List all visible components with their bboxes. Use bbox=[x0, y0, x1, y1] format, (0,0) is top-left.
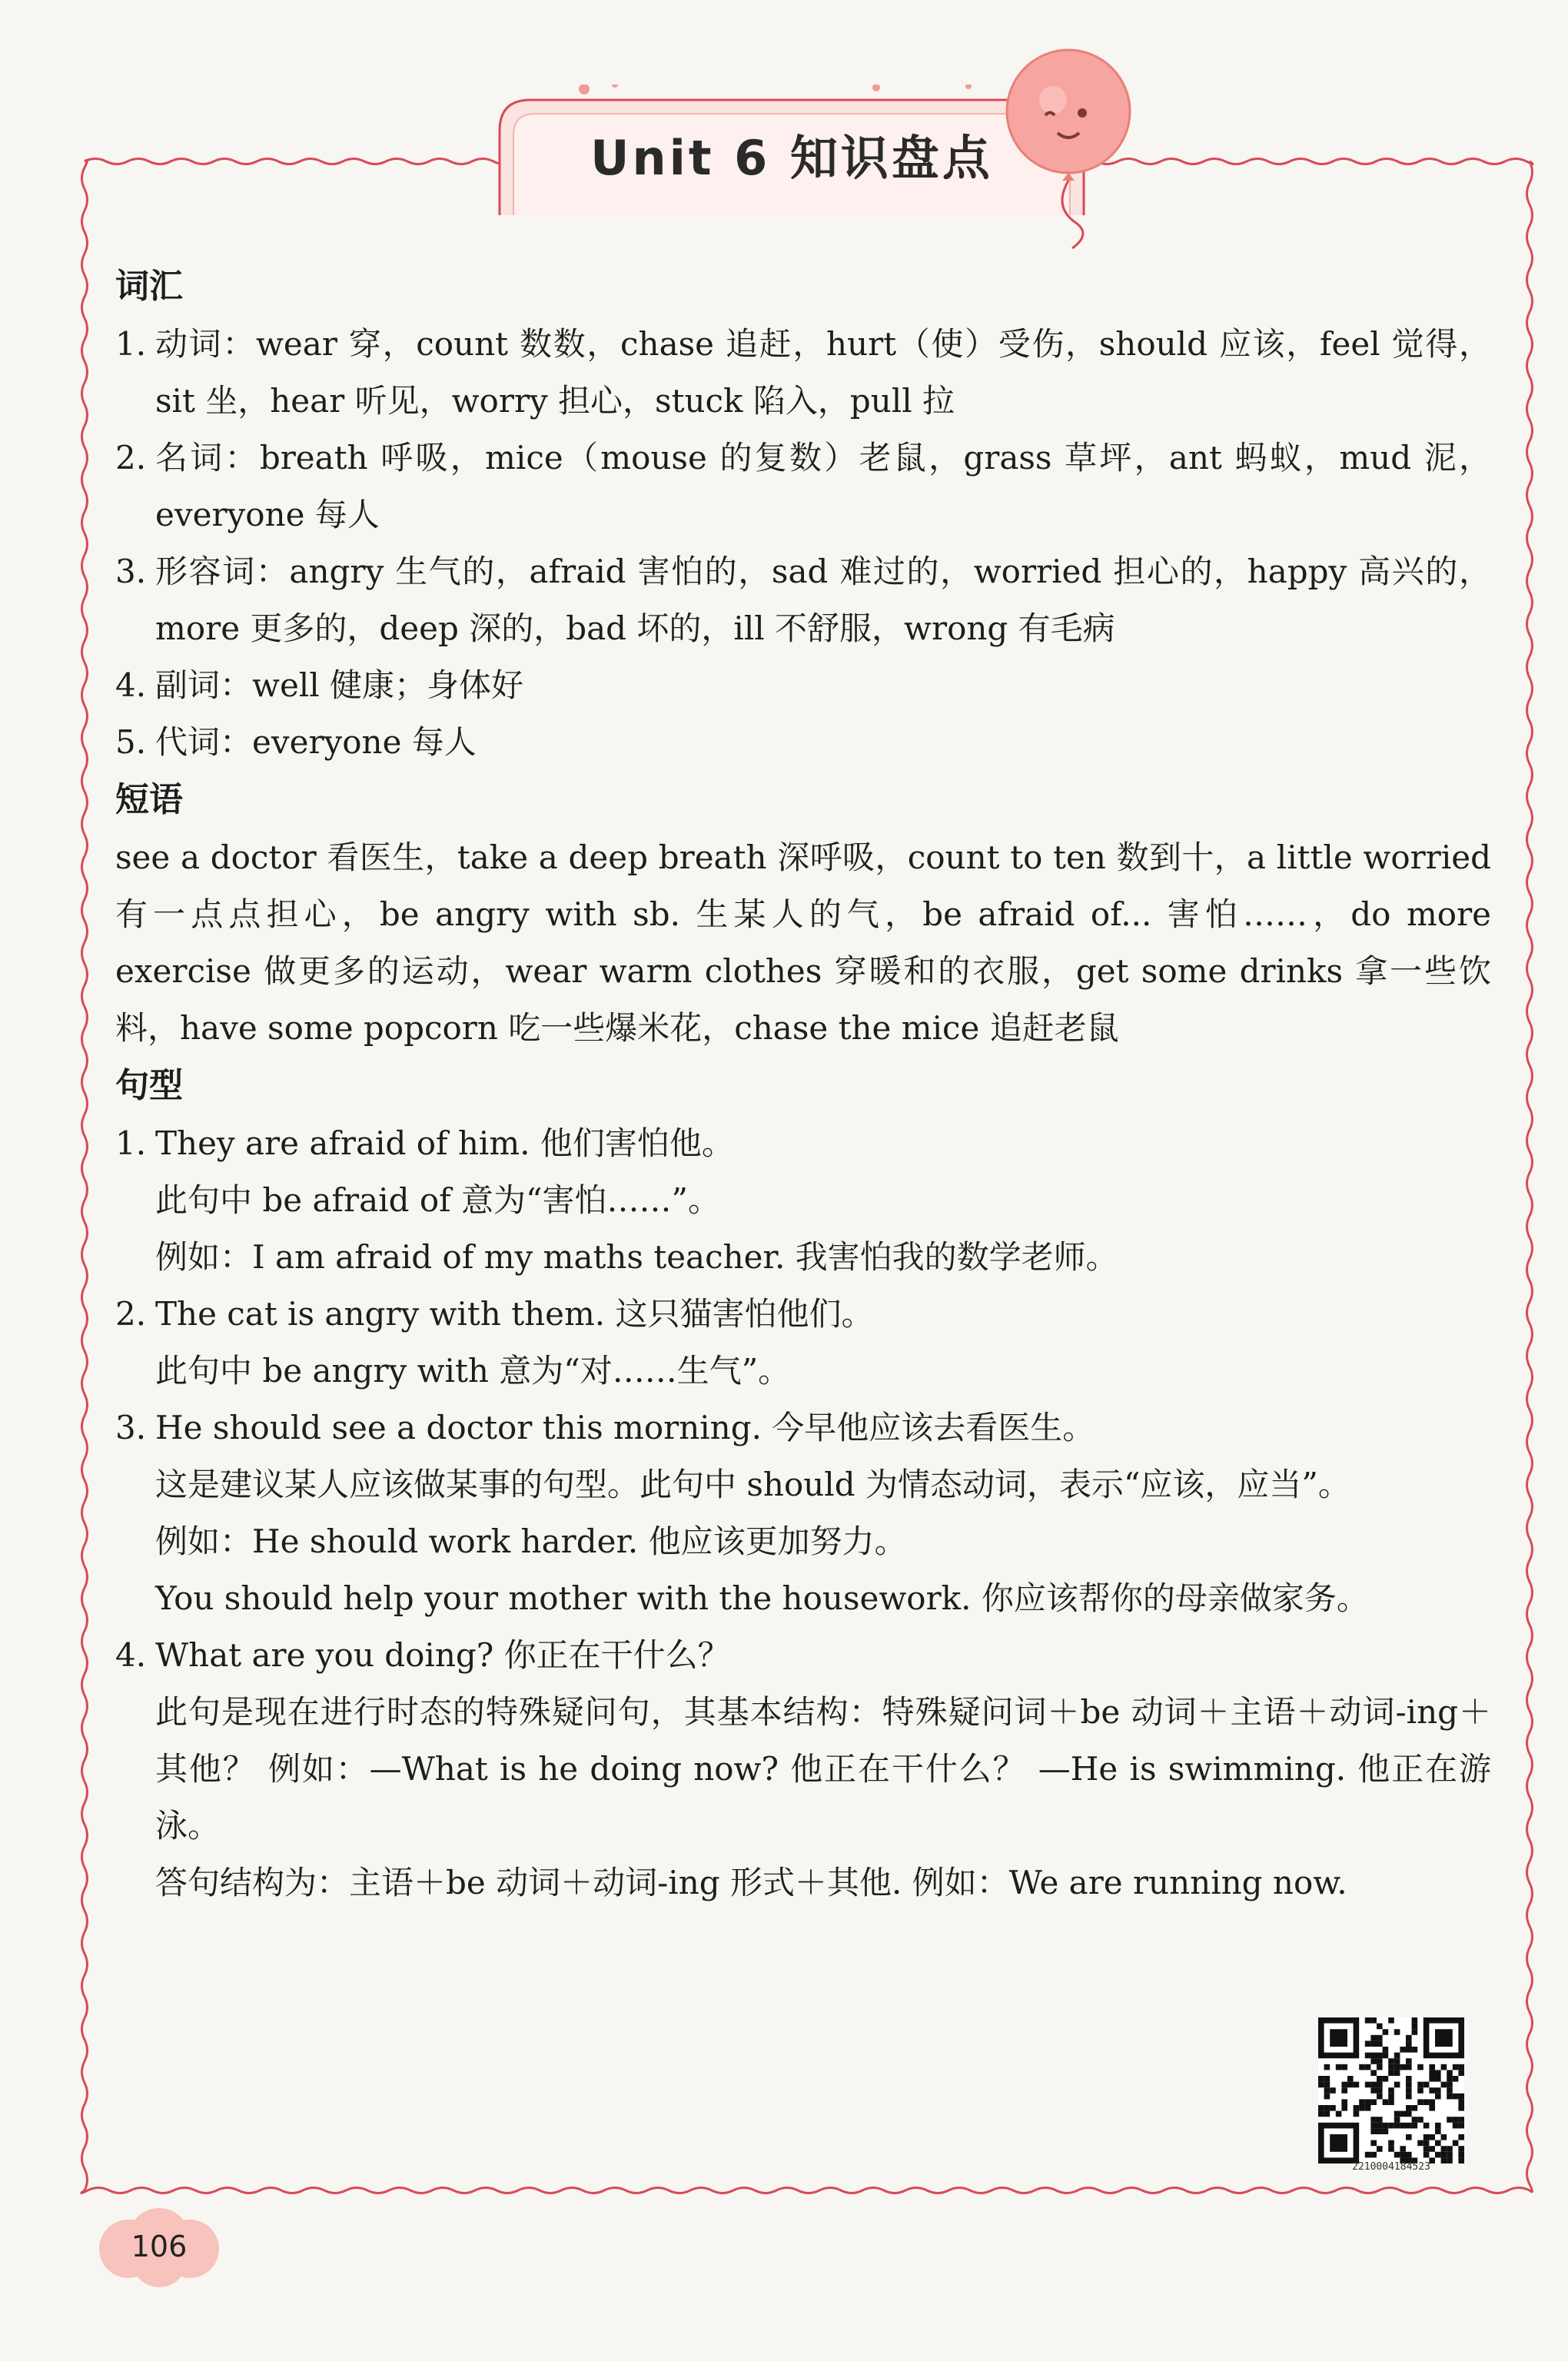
section-heading-sentences: 句型 bbox=[115, 1066, 183, 1105]
item-number: 2. bbox=[115, 439, 147, 477]
item-text: They are afraid of him. 他们害怕他。 bbox=[155, 1124, 734, 1162]
qr-code-icon[interactable] bbox=[1318, 2017, 1464, 2163]
item-text: He should see a doctor this morning. 今早他应该去看医生。 bbox=[155, 1409, 1095, 1446]
list-item bbox=[115, 1627, 1491, 1684]
list-item bbox=[115, 714, 1491, 771]
sentence-note: 答句结构为：主语＋be 动词＋动词-ing 形式＋其他. 例如：We are running now. bbox=[155, 1864, 1347, 1901]
item-number: 2. bbox=[115, 1295, 147, 1333]
list-item bbox=[115, 1400, 1491, 1456]
item-text: 副词：well 健康；身体好 bbox=[155, 666, 524, 704]
item-text: 名词：breath 呼吸，mice（mouse 的复数）老鼠，grass 草坪，ant 蚂蚁，mud 泥，everyone 每人 bbox=[155, 439, 1491, 533]
content-area bbox=[115, 257, 1491, 1911]
item-number: 3. bbox=[115, 1409, 147, 1446]
item-number: 5. bbox=[115, 723, 147, 761]
sentence-note: 这是建议某人应该做某事的句型。此句中 should 为情态动词，表示“应该，应当”。 bbox=[155, 1466, 1350, 1503]
list-item bbox=[115, 430, 1491, 543]
sentence-note: You should help your mother with the housework. 你应该帮你的母亲做家务。 bbox=[155, 1579, 1369, 1617]
item-number: 1. bbox=[115, 1124, 147, 1162]
balloon-icon bbox=[999, 42, 1138, 250]
qr-code-id: 2210004184523 bbox=[1352, 2161, 1430, 2173]
section-heading-phrases: 短语 bbox=[115, 780, 183, 819]
list-item bbox=[115, 543, 1491, 657]
sentence-note: 此句中 be afraid of 意为“害怕……”。 bbox=[155, 1181, 720, 1219]
page-title: Unit 6 知识盘点 bbox=[590, 129, 993, 186]
phrases-text: see a doctor 看医生，take a deep breath 深呼吸，count to ten 数到十，a little worried 有一点点担心，be angry with sb. 生某人的气，be afraid of... 害怕……，do more exercise 做更多的运动，wear warm clothes 穿暖和的衣服，get some drinks 拿一些饮料，have some popcorn 吃一些爆米花，chase the mice 追赶老鼠 bbox=[115, 838, 1491, 1047]
item-text: 代词：everyone 每人 bbox=[155, 723, 477, 761]
sentence-note: 此句中 be angry with 意为“对……生气”。 bbox=[155, 1352, 791, 1390]
list-item bbox=[115, 657, 1491, 714]
sentence-note: 此句是现在进行时态的特殊疑问句，其基本结构：特殊疑问词＋be 动词＋主语＋动词-ing＋其他？ 例如：—What is he doing now? 他正在干什么？ —He is swimming. 他正在游泳。 bbox=[155, 1693, 1491, 1845]
page-number-badge bbox=[94, 2204, 224, 2289]
sentence-note: 例如：I am afraid of my maths teacher. 我害怕我的数学老师。 bbox=[155, 1238, 1118, 1276]
list-item bbox=[115, 1286, 1491, 1343]
item-text: 动词：wear 穿，count 数数，chase 追赶，hurt（使）受伤，should 应该，feel 觉得，sit 坐，hear 听见，worry 担心，stuck 陷入，pull 拉 bbox=[155, 325, 1491, 420]
item-number: 4. bbox=[115, 666, 147, 704]
item-number: 4. bbox=[115, 1636, 147, 1674]
item-text: The cat is angry with them. 这只猫害怕他们。 bbox=[155, 1295, 874, 1333]
list-item bbox=[115, 1115, 1491, 1172]
sentence-note: 例如：He should work harder. 他应该更加努力。 bbox=[155, 1523, 907, 1560]
item-text: 形容词：angry 生气的，afraid 害怕的，sad 难过的，worried 担心的，happy 高兴的，more 更多的，deep 深的，bad 坏的，ill 不舒服，wrong 有毛病 bbox=[155, 553, 1491, 647]
page-number: 106 bbox=[131, 2230, 188, 2263]
item-text: What are you doing? 你正在干什么？ bbox=[155, 1636, 730, 1674]
item-number: 1. bbox=[115, 325, 147, 363]
item-number: 3. bbox=[115, 553, 147, 590]
list-item bbox=[115, 316, 1491, 430]
section-heading-vocab: 词汇 bbox=[115, 267, 183, 306]
